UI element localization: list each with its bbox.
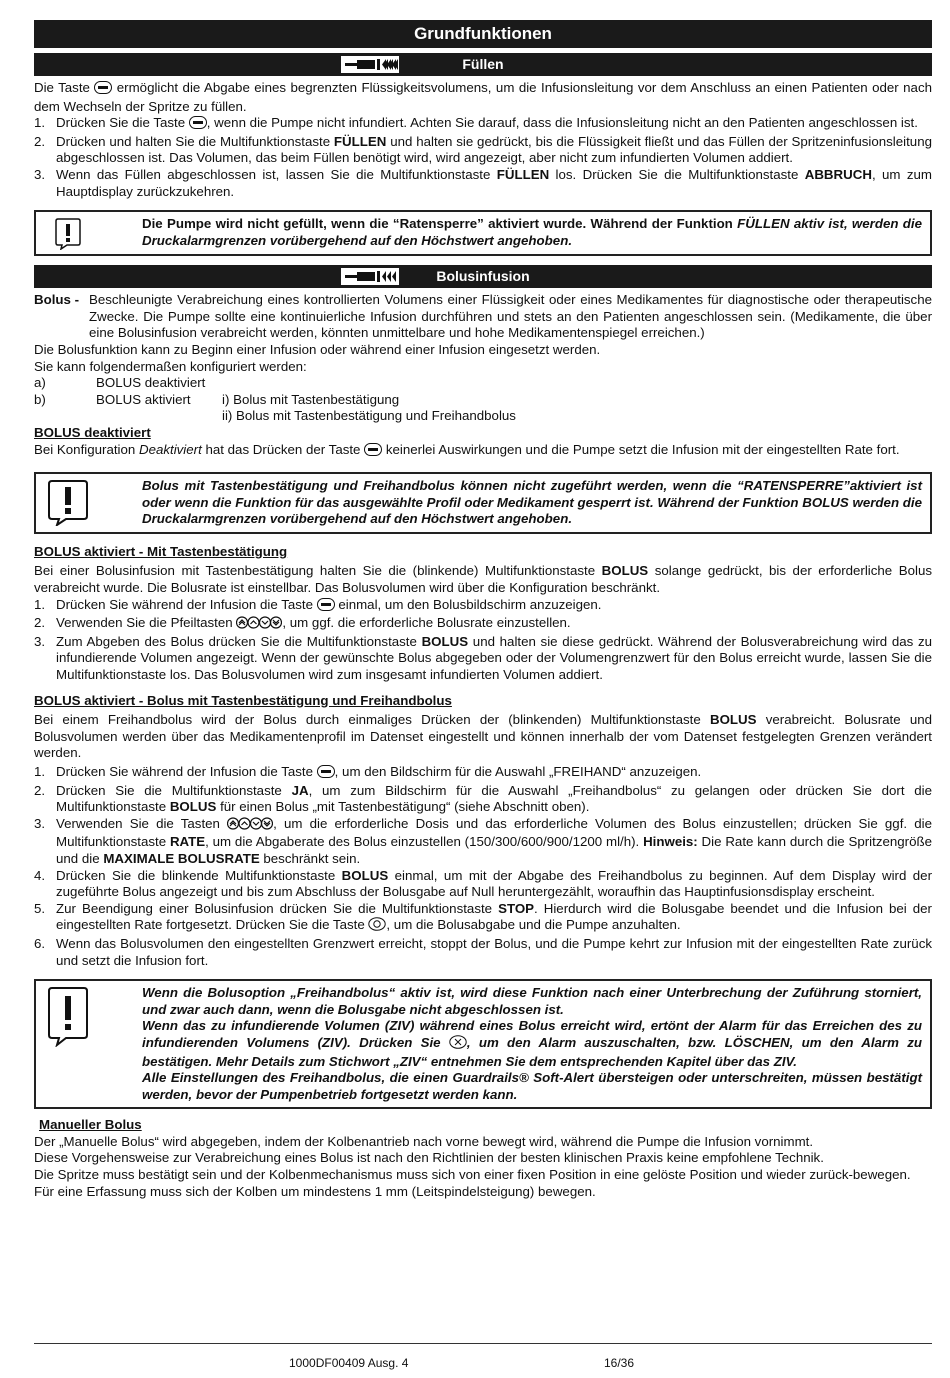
step-number: 1. <box>34 596 46 612</box>
step-keyword: MAXIMALE BOLUSRATE <box>103 850 260 866</box>
step-text: Verwenden Sie die Tasten <box>56 815 228 831</box>
bolus-key-icon <box>317 598 335 616</box>
step-number: 2. <box>34 133 46 149</box>
fuellen-intro <box>34 80 932 115</box>
step-keyword: BOLUS <box>421 633 469 649</box>
paragraph: Für eine Erfassung muss sich der Kolben um mindestens 1 mm (Leitspindelsteigung) bewegen. <box>34 1183 596 1199</box>
step-text: Zum Abgeben des Bolus drücken Sie die Multifunktionstaste <box>56 633 422 649</box>
arrow-keys-icon <box>227 817 273 835</box>
warning-icon <box>46 985 90 1103</box>
keyword: BOLUS <box>601 563 649 579</box>
paragraph: Die Spritze muss bestätigt sein und der Kolbenmechanismus muss sich von einer fixen Position in eine gelöste Position und wieder zurück-bewegen. <box>34 1167 911 1183</box>
bolus-config-intro: Sie kann folgendermaßen konfiguriert werden: <box>34 358 307 374</box>
warning-para-2 <box>142 1018 922 1070</box>
step-text: Verwenden Sie die Pfeiltasten <box>56 615 237 631</box>
step-text: Drücken Sie die Taste <box>56 115 189 131</box>
step-text: Drücken und halten Sie die Multifunktionstaste <box>56 133 334 149</box>
warning-text: Bolus mit Tastenbestätigung und Freihandbolus können nicht zugeführt werden, wenn die “RATENSPERRE”aktiviert ist oder wenn die Funktion für das ausgewählte Profil oder Medikament gesperrt ist. Während der Funktion BOLUS werden die Druckalarmgrenzen vorübergehend auf den Höchstwert angehoben. <box>142 478 922 527</box>
option-key: b) <box>34 391 46 407</box>
warning-para-1: Wenn die Bolusoption „Freihandbolus“ aktiv ist, wird diese Funktion nach einer Unterbrechung der Zuführung storniert, und zwar auch dann, wenn die Bolusgabe nicht abgeschlossen ist. <box>142 985 922 1017</box>
list-item <box>34 783 932 816</box>
step-keyword: FÜLLEN <box>496 166 550 182</box>
step-text: beschränkt sein. <box>259 850 361 866</box>
warning-text-b: FÜLLEN aktiv ist, werden die Druckalarmgrenzen vorübergehend auf den Höchstwert angehoben. <box>142 216 922 248</box>
list-item <box>34 167 932 200</box>
text-a: Bei einer Bolusinfusion mit Tastenbestätigung halten Sie die (blinkende) Multifunktionstaste <box>34 563 602 579</box>
option-label: BOLUS aktiviert <box>96 391 191 407</box>
pause-key-icon <box>368 917 386 936</box>
prime-key-icon <box>94 81 112 99</box>
page-number: 16/36 <box>604 1356 635 1370</box>
config-option-b-ii <box>34 408 932 425</box>
step-text: , um ggf. die erforderliche Bolusrate einzustellen. <box>282 615 571 631</box>
text-a: Bei einem Freihandbolus wird der Bolus durch einmaliges Drücken der (blinkenden) Multifunktionstaste <box>34 712 710 728</box>
section-header-bolus <box>34 265 932 288</box>
warning-box-freihand <box>34 979 932 1109</box>
step-keyword: STOP <box>498 900 535 916</box>
bolus-key-icon <box>364 443 382 461</box>
list-item <box>34 764 932 783</box>
list-item <box>34 816 932 868</box>
step-text: , um die Bolusabgabe und die Pumpe anzuhalten. <box>386 917 681 933</box>
step-text: einmal, um den Bolusbildschirm anzuzeigen. <box>334 596 602 612</box>
step-text: . Hierdurch wird die Bolusgabe beendet und die Infusion bei der eingestellten Rate fortgesetzt. Drücken Sie die Taste <box>56 900 932 933</box>
step-number: 1. <box>34 115 46 131</box>
step-text: Drücken Sie während der Infusion die Taste <box>56 764 317 779</box>
step-number: 1. <box>34 764 46 779</box>
warning-box-fuellen <box>34 210 932 256</box>
freihandbolus-steps <box>34 764 932 969</box>
step-keyword: BOLUS <box>341 867 389 883</box>
text-italic: Deaktiviert <box>138 441 202 457</box>
step-number: 6. <box>34 935 46 951</box>
text-b: solange gedrückt, bis der erforderliche Bolus verabreicht wurde. Die Bolusrate ist einstellbar. Das Bolusvolumen wird über die Konfiguration beschränkt. <box>34 563 932 596</box>
list-item <box>34 936 932 969</box>
list-item <box>34 134 932 167</box>
list-item <box>34 634 932 684</box>
step-text: Drücken Sie die Multifunktionstaste <box>56 782 292 798</box>
step-keyword: FÜLLEN <box>333 133 387 149</box>
step-keyword: BOLUS <box>169 799 217 815</box>
footer-divider <box>34 1343 932 1344</box>
step-text: Wenn das Füllen abgeschlossen ist, lassen Sie die Multifunktionstaste <box>56 166 497 182</box>
subsection-title-tastenbestaetigung: BOLUS aktiviert - Mit Tastenbestätigung <box>34 543 288 559</box>
deaktiviert-text <box>34 442 932 461</box>
step-text: Drücken Sie während der Infusion die Taste <box>56 596 317 612</box>
step-keyword: Hinweis: <box>643 834 698 850</box>
warning-icon <box>46 216 90 250</box>
page-title: Grundfunktionen <box>34 20 932 48</box>
list-item <box>34 615 932 634</box>
config-option-a <box>34 375 932 392</box>
step-text: Die Rate kann durch die Spritzengröße und die <box>56 834 932 866</box>
step-text: , um die erforderliche Dosis und das erforderliche Volumen des Bolus einzustellen; drücken Sie ggf. die Multifunktionstaste <box>56 815 932 850</box>
subsection-title-deaktiviert: BOLUS deaktiviert <box>34 424 151 440</box>
fuellen-intro-text-a: Die Taste <box>34 80 95 95</box>
subsection-title-manueller-bolus: Manueller Bolus <box>39 1117 142 1133</box>
bolus-usage-text: Die Bolusfunktion kann zu Beginn einer Infusion oder während einer Infusion eingesetzt werden. <box>34 341 601 357</box>
arrow-keys-icon <box>236 616 282 634</box>
list-item <box>34 868 932 901</box>
step-text: und halten sie diese gedrückt. Während der Bolusverabreichung wird das zu infundierende Volumen angezeigt. Wenn der gewünschte Bolus abgegeben oder der Volumengrenzwert für den Bolus erreicht wurde, lassen Sie die Multifunktionstaste los. Das Bolusvolumen wird zum insgesamt infundierten Volumen addiert. <box>56 633 932 683</box>
subsection-title-freihandbolus: BOLUS aktiviert - Bolus mit Tastenbestätigung und Freihandbolus <box>34 692 452 708</box>
step-text: , um zum Bildschirm für die Auswahl „Freihandbolus“ zu gelangen oder drücken Sie dort die Multifunktionstaste <box>56 782 933 815</box>
step-keyword: JA <box>291 782 309 798</box>
fuellen-intro-text-b: ermöglicht die Abgabe eines begrenzten Flüssigkeitsvolumens, um die Infusionsleitung vor dem Anschluss an einen Patienten oder nach dem Wechseln der Spritze zu füllen. <box>34 80 932 114</box>
config-option-b <box>34 392 932 409</box>
step-text: und halten sie gedrückt, bis die Flüssigkeit fließt und das Füllen der Spritzeninfusionsleitung abgeschlossen ist. Das Volumen, das beim Füllen benötigt wird, wird angezeigt, aber nicht zum infundierten Volumen addiert. <box>56 133 932 166</box>
paragraph: Der „Manuelle Bolus“ wird abgegeben, indem der Kolbenantrieb nach vorne bewegt wird, während die Pumpe die Infusion vornimmt. <box>34 1133 814 1149</box>
step-keyword: ABBRUCH <box>804 166 872 182</box>
option-sub-ii: ii) Bolus mit Tastenbestätigung und Freihandbolus <box>222 408 516 424</box>
section-title-fuellen: Füllen <box>462 56 504 72</box>
warning-text-a: Die Pumpe wird nicht gefüllt, wenn die “Ratensperre” aktiviert wurde. Während der Funktion <box>142 216 738 232</box>
section-header-fuellen <box>34 53 932 76</box>
text-c: keinerlei Auswirkungen und die Pumpe setzt die Infusion mit der eingestellten Rate fort. <box>382 441 900 457</box>
option-label: BOLUS deaktiviert <box>96 375 206 391</box>
page <box>34 20 932 1200</box>
step-text: Zur Beendigung einer Bolusinfusion drücken Sie die Multifunktionstaste <box>56 900 499 916</box>
step-text: , um zum Hauptdisplay zurückzukehren. <box>56 166 932 199</box>
text-b: verabreicht. Bolusrate und Bolusvolumen werden über das Medikamentenprofil im Datenset eingestellt und können innerhalb der vom Datenset festgelegten Grenzen verändert werden. <box>34 712 933 761</box>
prime-key-icon <box>189 116 207 134</box>
step-text: , um die Abgaberate des Bolus einzustellen (150/300/600/900/1200 ml/h). <box>205 834 644 850</box>
step-text: los. Drücken Sie die Multifunktionstaste <box>549 166 805 182</box>
step-text: , wenn die Pumpe nicht infundiert. Achten Sie darauf, dass die Infusionsleitung nicht an den Patienten angeschlossen ist. <box>206 115 918 131</box>
bolus-definition-term: Bolus - <box>34 292 80 308</box>
text-a: Bei Konfiguration <box>34 441 139 457</box>
step-text: einmal, um mit der Abgabe des Freihandbolus zu beginnen. Auf dem Display wird der zugeführte Bolus angezeigt und bis zum Abschluss der Bolusgabe auf Null heruntergezählt, woraufhin das Hauptinfusionsdisplay erscheint. <box>56 867 932 900</box>
bolus-key-icon <box>317 765 335 783</box>
step-number: 5. <box>34 900 46 916</box>
bolus-definition-text: Beschleunigte Verabreichung eines kontrollierten Volumens einer Flüssigkeit oder eines Medikamentes für diagnostische oder therapeutische Zwecke. Die Pumpe sollte eine kontinuierliche Infusion durchführen und stets an den Patienten angeschlossen sein. (Medikamente, die über eine Bolusinfusion verabreicht werden, könnten unmittelbare und hohe Medikamentenspiegel erreichen.) <box>89 292 932 341</box>
warning-icon <box>46 478 90 528</box>
warning-box-bolus <box>34 472 932 534</box>
paragraph: Diese Vorgehensweise zur Verabreichung eines Bolus ist nach den Richtlinien der besten klinischen Praxis keine empfohlene Technik. <box>34 1150 824 1166</box>
manueller-bolus-text <box>34 1134 932 1200</box>
option-sub-i: i) Bolus mit Tastenbestätigung <box>222 391 400 407</box>
option-key: a) <box>34 375 46 391</box>
tastenbestaetigung-text <box>34 563 932 596</box>
mute-key-icon <box>449 1035 467 1054</box>
step-number: 3. <box>34 633 46 649</box>
step-number: 3. <box>34 166 46 182</box>
warning-para-3: Alle Einstellungen des Freihandbolus, die einen Guardrails® Soft-Alert übersteigen oder unterschreiten, müssen bestätigt werden, bevor der Pumpenbetrieb fortgesetzt werden kann. <box>142 1070 922 1102</box>
warning-text <box>90 985 922 1103</box>
freihandbolus-text <box>34 712 932 762</box>
step-number: 2. <box>34 782 46 798</box>
step-text: Wenn das Bolusvolumen den eingestellten Grenzwert erreicht, stoppt der Bolus, und die Pumpe kehrt zur Infusion mit der eingestellten Rate zurück und setzt die Infusion fort. <box>56 935 932 968</box>
fuellen-steps <box>34 115 932 200</box>
list-item <box>34 115 932 134</box>
step-number: 3. <box>34 815 46 831</box>
keyword: BOLUS <box>709 712 757 728</box>
step-number: 2. <box>34 615 46 631</box>
warning-text <box>90 216 922 250</box>
step-text: , um den Bildschirm für die Auswahl „FREIHAND“ anzuzeigen. <box>334 764 702 779</box>
list-item <box>34 901 932 936</box>
step-text: Drücken Sie die blinkende Multifunktionstaste <box>56 867 342 883</box>
step-number: 4. <box>34 867 46 883</box>
step-keyword: RATE <box>169 834 206 850</box>
warning-para-2-a: Wenn das zu infundierende Volumen (ZIV) während eines Bolus erreicht wird, ertönt der Alarm für das Erreichen des zu infundierenden Volumens (ZIV). Drücken Sie <box>142 1018 922 1050</box>
list-item <box>34 597 932 616</box>
document-id: 1000DF00409 Ausg. 4 <box>289 1356 409 1370</box>
tastenbestaetigung-steps <box>34 597 932 684</box>
warning-para-2-b: , um den Alarm auszuschalten, bzw. LÖSCHEN, um den Alarm zu bestätigen. Mehr Details zum Stichwort „ZIV“ entnehmen Sie dem entsprechenden Kapitel über das ZIV. <box>142 1034 922 1069</box>
step-text: für einen Bolus „mit Tastenbestätigung“ (siehe Abschnitt oben). <box>216 799 590 815</box>
bolus-definition <box>34 292 932 342</box>
section-title-bolus: Bolusinfusion <box>436 268 530 285</box>
text-b: hat das Drücken der Taste <box>201 441 365 457</box>
